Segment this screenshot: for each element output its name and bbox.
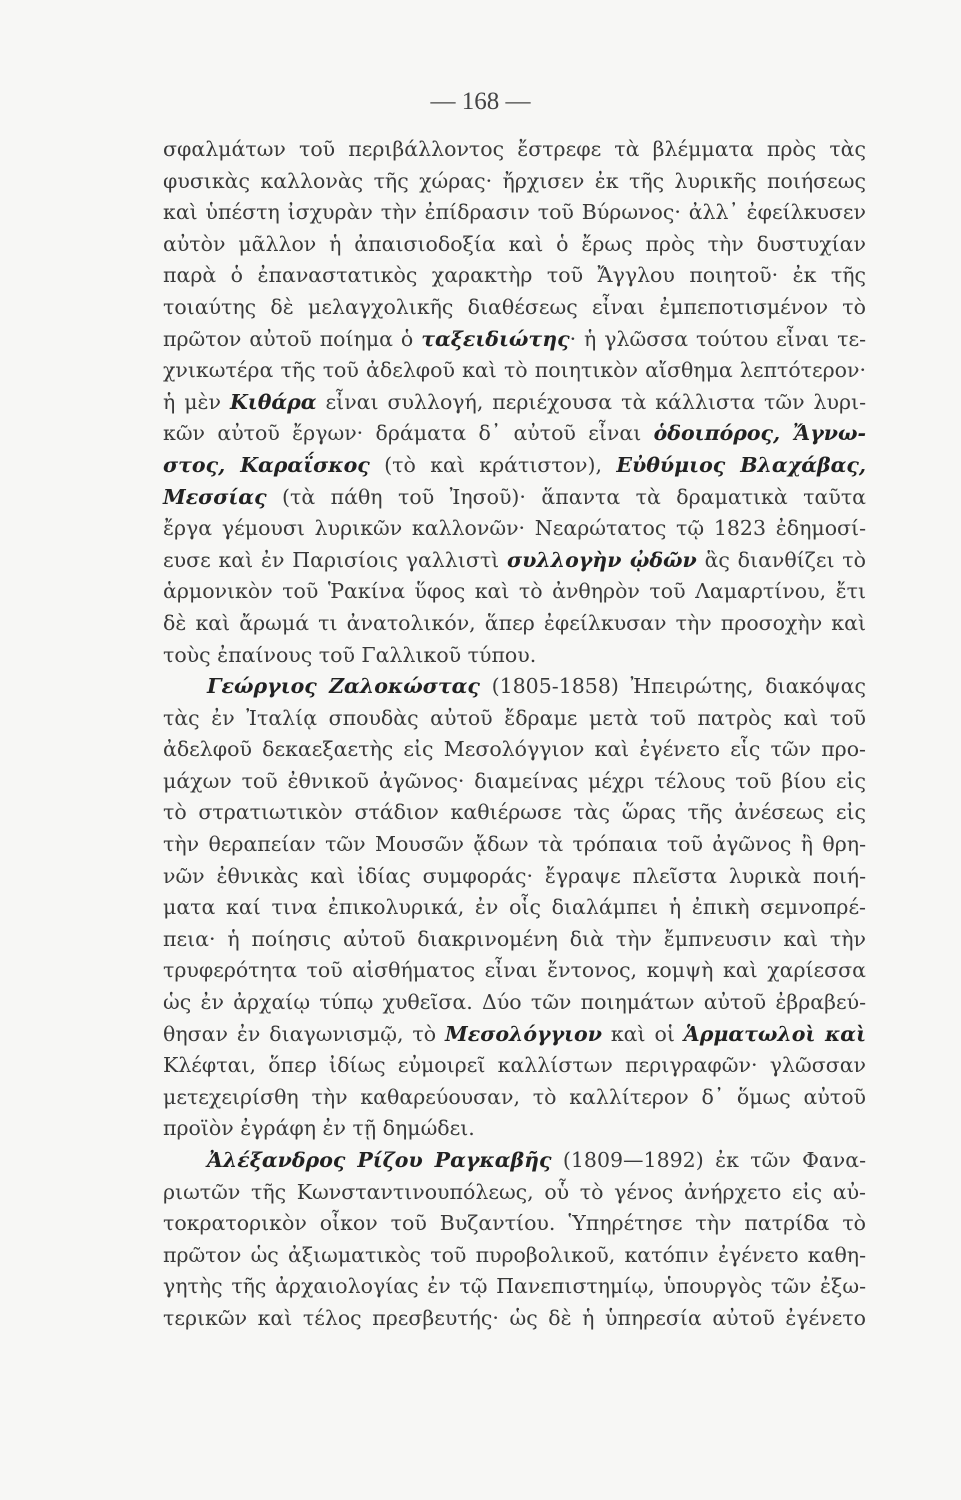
text-run: φυσικὰς καλλονὰς τῆς χώρας· ἤρχισεν ἐκ τῆς λυρικῆς ποιήσεως: [163, 168, 866, 193]
page-number: — 168 —: [430, 88, 531, 115]
text-run: ριωτῶν τῆς Κωνσταντινουπόλεως, οὗ τὸ γένος ἀνήρχετο εἰς αὐ-: [163, 1179, 866, 1204]
text-run: · ἡ γλῶσσα τούτου εἶναι τε-: [569, 326, 867, 351]
text-run: χνικωτέρα τῆς τοῦ ἀδελφοῦ καὶ τὸ ποιητικὸν αἴσθημα λεπτότερον·: [163, 358, 866, 383]
text-run: τερικῶν καὶ τέλος πρεσβευτής· ὡς δὲ ἡ ὑπηρεσία αὐτοῦ ἐγένετο: [163, 1305, 866, 1330]
text-run: ευσε καὶ ἐν Παρισίοις γαλλιστὶ: [163, 547, 507, 572]
text-run: τὰς ἐν Ἰταλίᾳ σπουδὰς αὐτοῦ ἔδραμε μετὰ τοῦ πατρὸς καὶ τοῦ: [163, 705, 866, 730]
text-run: (τὰ πάθη τοῦ Ἰησοῦ)· ἅπαντα τὰ δραματικὰ ταῦτα: [266, 484, 866, 509]
text-run: γητὴς τῆς ἀρχαιολογίας ἐν τῷ Πανεπιστημίῳ, ὑπουργὸς τῶν ἐξω-: [163, 1274, 866, 1299]
emphasized-title: ὁδοιπόρος, Ἄγνω-: [653, 421, 866, 446]
text-line: [163, 576, 866, 608]
text-run: πρῶτον ὡς ἀξιωματικὸς τοῦ πυροβολικοῦ, κατόπιν ἐγένετο καθη-: [163, 1242, 866, 1267]
text-run: παρὰ ὁ ἐπαναστατικὸς χαρακτὴρ τοῦ Ἄγγλου ποιητοῦ· ἐκ τῆς: [163, 263, 866, 288]
emphasized-title: Γεώργιος Ζαλοκώστας: [207, 674, 480, 699]
text-line: [163, 292, 866, 324]
text-line: [163, 450, 866, 482]
text-run: κῶν αὐτοῦ ἔργων· δράματα δ᾽ αὐτοῦ εἶναι: [163, 421, 654, 446]
text-run: νῶν ἐθνικὰς καὶ ἰδίας συμφοράς· ἔγραψε πλεῖστα λυρικὰ ποιή-: [163, 863, 866, 888]
text-line: [163, 1271, 866, 1303]
text-run: ἔργα γέμουσι λυρικῶν καλλονῶν· Νεαρώτατος τῷ 1823 ἐδημοσί-: [163, 516, 866, 541]
emphasized-title: Ἀλέξανδρος Ρίζου Ραγκαβῆς: [207, 1148, 552, 1172]
text-line: [163, 1082, 866, 1114]
text-run: ματα καί τινα ἐπικολυρικά, ἐν οἷς διαλάμπει ἡ ἐπικὴ σεμνοπρέ-: [163, 895, 866, 920]
text-line: [163, 387, 866, 419]
text-line: [163, 482, 866, 514]
text-line: [163, 166, 866, 198]
text-run: τὸ στρατιωτικὸν στάδιον καθιέρωσε τὰς ὥρας τῆς ἀνέσεως εἰς: [163, 800, 866, 825]
text-run: μάχων τοῦ ἐθνικοῦ ἀγῶνος· διαμείνας μέχρι τέλους τοῦ βίου εἰς: [163, 768, 866, 793]
text-run: τοὺς ἐπαίνους τοῦ Γαλλικοῦ τύπου.: [163, 642, 537, 667]
text-run: σφαλμάτων τοῦ περιβάλλοντος ἔστρεφε τὰ βλέμματα πρὸς τὰς: [163, 137, 866, 161]
text-run: μετεχειρίσθη τὴν καθαρεύουσαν, τὸ καλλίτερον δ᾽ ὅμως αὐτοῦ: [163, 1084, 866, 1109]
emphasized-title: συλλογὴν ᾠδῶν: [507, 547, 697, 572]
text-run: (1805-1858) Ἠπειρώτης, διακόψας: [479, 674, 866, 699]
text-line: [163, 861, 866, 893]
text-line: [163, 608, 866, 640]
text-line: [163, 1019, 866, 1051]
text-run: καὶ οἱ: [601, 1021, 684, 1046]
text-line: [163, 703, 866, 735]
text-line: [163, 545, 866, 577]
text-line: [163, 1303, 866, 1335]
text-line: [163, 324, 866, 356]
text-run: τοκρατορικὸν οἶκον τοῦ Βυζαντίου. Ὑπηρέτησε τὴν πατρίδα τὸ: [163, 1211, 866, 1236]
text-line: [163, 1145, 866, 1177]
text-run: αὐτὸν μᾶλλον ἡ ἀπαισιοδοξία καὶ ὁ ἔρως πρὸς τὴν δυστυχίαν: [163, 231, 866, 256]
emphasized-title: Ἁρματωλοὶ καὶ: [683, 1021, 867, 1046]
text-run: Κλέφται, ὅπερ ἰδίως εὐμοιρεῖ καλλίστων περιγραφῶν· γλῶσσαν: [163, 1053, 866, 1078]
text-line: [163, 1240, 866, 1272]
text-line: [163, 829, 866, 861]
text-run: εἶναι συλλογή, περιέχουσα τὰ κάλλιστα τῶν λυρι-: [316, 389, 866, 414]
text-line: [163, 766, 866, 798]
text-run: τοιαύτης δὲ μελαγχολικῆς διαθέσεως εἶναι ἐμπεποτισμένον τὸ: [163, 294, 866, 319]
text-run: δὲ καὶ ἄρωμά τι ἀνατολικόν, ἅπερ ἐφείλκυσαν τὴν προσοχὴν καὶ: [163, 610, 866, 635]
text-line: [163, 671, 866, 703]
text-line: [163, 1177, 866, 1209]
text-run: καὶ ὑπέστη ἰσχυρὰν τὴν ἐπίδρασιν τοῦ Βύρωνος· ἀλλ᾽ ἐφείλκυσεν: [163, 200, 866, 225]
body-text: [163, 134, 866, 1335]
text-line: [163, 229, 866, 261]
text-line: [163, 640, 866, 672]
text-line: [163, 197, 866, 229]
text-run: πεια· ἡ ποίησις αὐτοῦ διακρινομένη διὰ τὴν ἔμπνευσιν καὶ τὴν: [163, 926, 866, 951]
text-line: [163, 797, 866, 829]
emphasized-title: Κιθάρα: [229, 389, 317, 414]
emphasized-title: ταξειδιώτης: [421, 326, 570, 351]
text-run: ὡς ἐν ἀρχαίῳ τύπῳ χυθεῖσα. Δύο τῶν ποιημάτων αὐτοῦ ἐβραβεύ-: [163, 990, 866, 1015]
text-run: ἁρμονικὸν τοῦ Ῥακίνα ὕφος καὶ τὸ ἀνθηρὸν τοῦ Λαμαρτίνου, ἔτι: [163, 579, 866, 604]
text-line: [163, 513, 866, 545]
text-run: ἡ μὲν: [163, 389, 230, 414]
emphasized-title: Εὐθύμιος Βλαχάβας,: [616, 452, 866, 477]
emphasized-title: Μεσσίας: [163, 484, 267, 509]
text-line: [163, 134, 866, 166]
text-line: [163, 1113, 866, 1145]
text-run: θησαν ἐν διαγωνισμῷ, τὸ: [163, 1021, 446, 1046]
text-line: [163, 418, 866, 450]
text-line: [163, 924, 866, 956]
emphasized-title: Μεσολόγγιον: [445, 1021, 602, 1046]
text-run: (1809—1892) ἐκ τῶν Φανα-: [551, 1148, 866, 1172]
text-run: τὴν θεραπείαν τῶν Μουσῶν ᾄδων τὰ τρόπαια τοῦ ἀγῶνος ἢ θρη-: [163, 832, 866, 857]
text-line: [163, 1050, 866, 1082]
text-run: ἀδελφοῦ δεκαεξαετὴς εἰς Μεσολόγγιον καὶ ἐγένετο εἷς τῶν προ-: [163, 737, 866, 762]
text-line: [163, 955, 866, 987]
text-line: [163, 734, 866, 766]
text-run: πρῶτον αὐτοῦ ποίημα ὁ: [163, 326, 422, 351]
text-run: προϊὸν ἐγράφη ἐν τῇ δημώδει.: [163, 1116, 475, 1141]
text-run: (τὸ καὶ κράτιστον),: [369, 452, 617, 477]
text-line: [163, 1208, 866, 1240]
text-run: τρυφερότητα τοῦ αἰσθήματος εἶναι ἔντονος, κομψὴ καὶ χαρίεσσα: [163, 958, 866, 983]
text-line: [163, 260, 866, 292]
text-run: ἃς διανθίζει τὸ: [696, 547, 866, 572]
text-line: [163, 892, 866, 924]
text-line: [163, 355, 866, 387]
text-line: [163, 987, 866, 1019]
emphasized-title: στος, Καραΐσκος: [163, 452, 370, 477]
